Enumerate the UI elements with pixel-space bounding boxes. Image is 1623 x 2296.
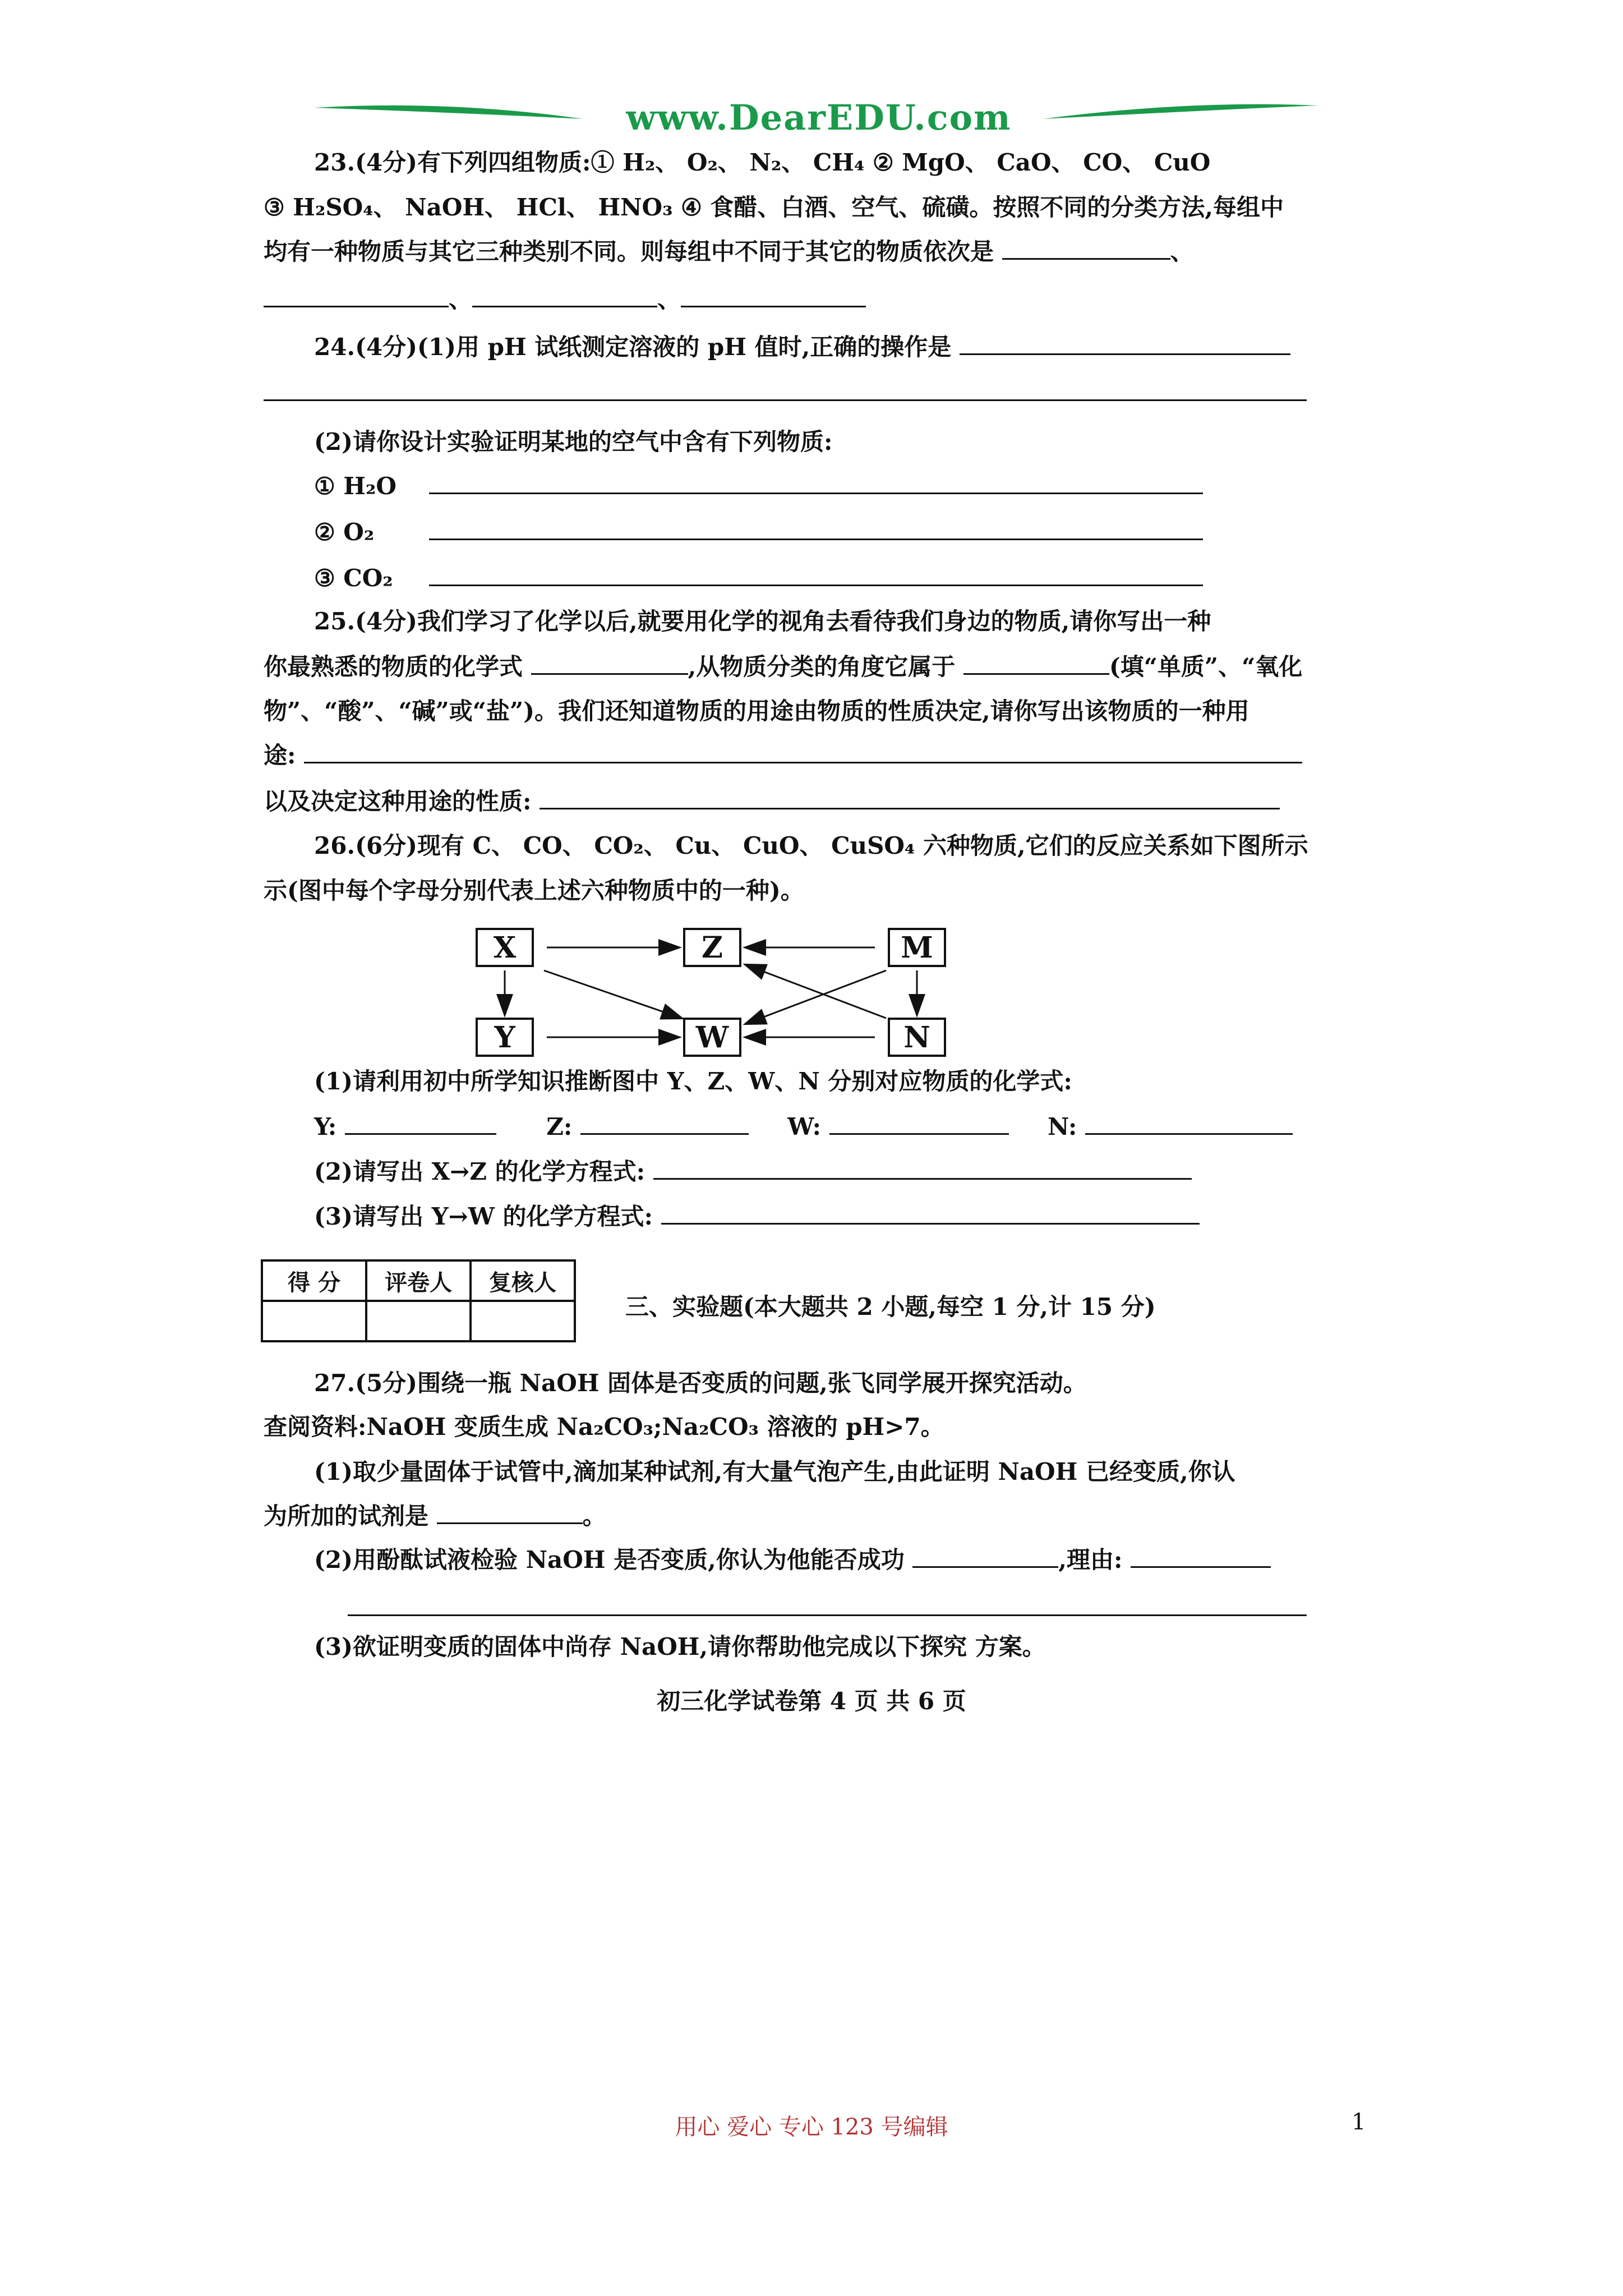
q26-line1: 26.(6分)现有 C、 CO、 CO₂、 Cu、 CuO、 CuSO₄ 六种物质,它们的反应关系如下图所示 [314, 832, 1308, 859]
arrow-m-to-w [746, 970, 886, 1024]
q27-reagent-blank[interactable] [437, 1500, 583, 1524]
q27-line2: 查阅资料:NaOH 变质生成 Na₂CO₃;Na₂CO₃ 溶液的 pH>7。 [264, 1413, 944, 1441]
q26-label-w: W: [787, 1113, 822, 1140]
q25-line2-text-c: (填“单质”、“氧化 [1109, 653, 1303, 680]
page-label: 初三化学试卷第 4 页 共 6 页 [657, 1687, 966, 1715]
q26-y-blank[interactable] [345, 1111, 496, 1135]
q26-line2: 示(图中每个字母分别代表上述六种物质中的一种)。 [264, 877, 804, 904]
q24-answer-line[interactable] [264, 399, 1307, 401]
q24-item2-blank[interactable] [429, 516, 1203, 540]
q23-line3 [264, 236, 1194, 268]
q24-item2 [314, 516, 1203, 548]
q26-z-blank[interactable] [580, 1111, 749, 1135]
grader-header: 评卷人 [366, 1260, 471, 1301]
q23-answer-blank-2[interactable] [264, 283, 449, 307]
q27-success-blank[interactable] [912, 1544, 1058, 1568]
score-cell[interactable] [262, 1301, 366, 1341]
q27-line1: 27.(5分)围绕一瓶 NaOH 固体是否变质的问题,张飞同学展开探究活动。 [314, 1369, 1087, 1397]
q26-xz-equation-blank[interactable] [653, 1156, 1192, 1180]
q26-sub3-text: (3)请写出 Y→W 的化学方程式: [314, 1203, 653, 1230]
q26-sub2 [314, 1156, 1192, 1188]
q27-line4-end: 。 [582, 1502, 606, 1530]
q24-line1 [314, 331, 1290, 363]
q26-sub1: (1)请利用初中所学知识推断图中 Y、Z、W、N 分别对应物质的化学式: [314, 1068, 1072, 1095]
q25-formula-blank[interactable] [531, 651, 688, 675]
q24-item1-blank[interactable] [429, 470, 1203, 494]
q23-answer-blank-3[interactable] [472, 283, 657, 307]
box-m-label: M [901, 931, 933, 965]
grader-cell[interactable] [366, 1301, 471, 1341]
score-table [261, 1259, 576, 1342]
q23-line2: ③ H₂SO₄、 NaOH、 HCl、 HNO₃ ④ 食醋、白酒、空气、硫磺。按照不同的分类方法,每组中 [264, 194, 1284, 221]
editor-note: 用心 爱心 专心 123 号编辑 [675, 2114, 948, 2140]
q27-reason-blank[interactable] [1131, 1544, 1271, 1568]
q25-line5 [264, 785, 1280, 817]
box-n-label: N [903, 1020, 930, 1055]
q26-label-y: Y: [314, 1113, 337, 1140]
q24-item1-label: ① H₂O [314, 472, 396, 500]
q23-line4 [264, 283, 866, 315]
q26-label-z: Z: [546, 1113, 573, 1140]
q25-use-blank[interactable] [304, 739, 1302, 763]
box-y-label: Y [494, 1020, 515, 1055]
box-x-label: X [493, 931, 517, 965]
q25-line3: 物”、“酸”、“碱”或“盐”)。我们还知道物质的用途由物质的性质决定,请你写出该物质的一种用 [264, 697, 1249, 725]
q25-line1: 25.(4分)我们学习了化学以后,就要用化学的视角去看待我们身边的物质,请你写出一种 [314, 608, 1211, 635]
q26-w-blank[interactable] [829, 1111, 1009, 1135]
q27-line5 [314, 1544, 1271, 1576]
q25-line2-text-b: ,从物质分类的角度它属于 [688, 653, 956, 680]
q23-line1: 23.(4分)有下列四组物质:① H₂、 O₂、 N₂、 CH₄ ② MgO、 CaO、 CO、 CuO [314, 149, 1211, 176]
arrow-n-to-z [746, 965, 886, 1018]
q24-item3-blank[interactable] [429, 562, 1203, 586]
q27-reason-line[interactable] [348, 1614, 1307, 1616]
q26-yw-equation-blank[interactable] [661, 1200, 1200, 1225]
q25-line2-text-a: 你最熟悉的物质的化学式 [264, 653, 523, 680]
reviewer-header: 复核人 [471, 1260, 575, 1301]
q23-line3-text: 均有一种物质与其它三种类别不同。则每组中不同于其它的物质依次是 [264, 238, 994, 265]
q25-line4-text: 途: [264, 742, 296, 769]
score-header: 得 分 [262, 1260, 366, 1301]
page-number: 1 [1352, 2109, 1366, 2135]
reaction-diagram [471, 926, 965, 1060]
q23-answer-blank-4[interactable] [681, 283, 866, 307]
q26-sub2-text: (2)请写出 X→Z 的化学方程式: [314, 1158, 645, 1185]
q24-item3-label: ③ CO₂ [314, 564, 393, 592]
section-3-heading: 三、实验题(本大题共 2 小题,每空 1 分,计 15 分) [625, 1293, 1156, 1320]
q26-label-n: N: [1047, 1113, 1077, 1140]
q24-answer-blank-1[interactable] [960, 331, 1290, 355]
q26-sub3 [314, 1200, 1200, 1232]
arrow-x-to-w [544, 970, 681, 1018]
q25-line4 [264, 739, 1302, 771]
q27-line4-text: 为所加的试剂是 [264, 1502, 429, 1530]
q26-n-blank[interactable] [1085, 1111, 1293, 1135]
q27-line5-text-b: ,理由: [1058, 1546, 1123, 1573]
q23-answer-blank-1[interactable] [1002, 236, 1170, 260]
q27-line6: (3)欲证明变质的固体中尚存 NaOH,请你帮助他完成以下探究 方案。 [314, 1633, 1046, 1660]
box-z-label: Z [702, 931, 723, 965]
q23-sep-1: 、 [1170, 238, 1194, 265]
q23-sep-2: 、 [449, 286, 473, 313]
q27-line3: (1)取少量固体于试管中,滴加某种试剂,有大量气泡产生,由此证明 NaOH 已经变质,你认 [314, 1458, 1235, 1485]
q24-item3 [314, 562, 1203, 594]
q24-line2: (2)请你设计实验证明某地的空气中含有下列物质: [314, 428, 833, 455]
q25-line2 [264, 651, 1302, 683]
site-url: www.DearEDU.com [626, 97, 1012, 138]
q25-category-blank[interactable] [963, 651, 1109, 675]
q24-item2-label: ② O₂ [314, 518, 375, 546]
reviewer-cell[interactable] [471, 1301, 575, 1341]
q26-answers [314, 1111, 1293, 1143]
q23-sep-3: 、 [657, 286, 681, 313]
site-banner [314, 95, 1324, 140]
q24-line1-text: 24.(4分)(1)用 pH 试纸测定溶液的 pH 值时,正确的操作是 [314, 333, 952, 361]
q27-line5-text-a: (2)用酚酞试液检验 NaOH 是否变质,你认为他能否成功 [314, 1546, 905, 1573]
q24-item1 [314, 470, 1203, 502]
q25-line5-text: 以及决定这种用途的性质: [264, 788, 532, 815]
q25-property-blank[interactable] [540, 785, 1280, 809]
box-w-label: W [695, 1020, 729, 1055]
q27-line4 [264, 1500, 606, 1532]
